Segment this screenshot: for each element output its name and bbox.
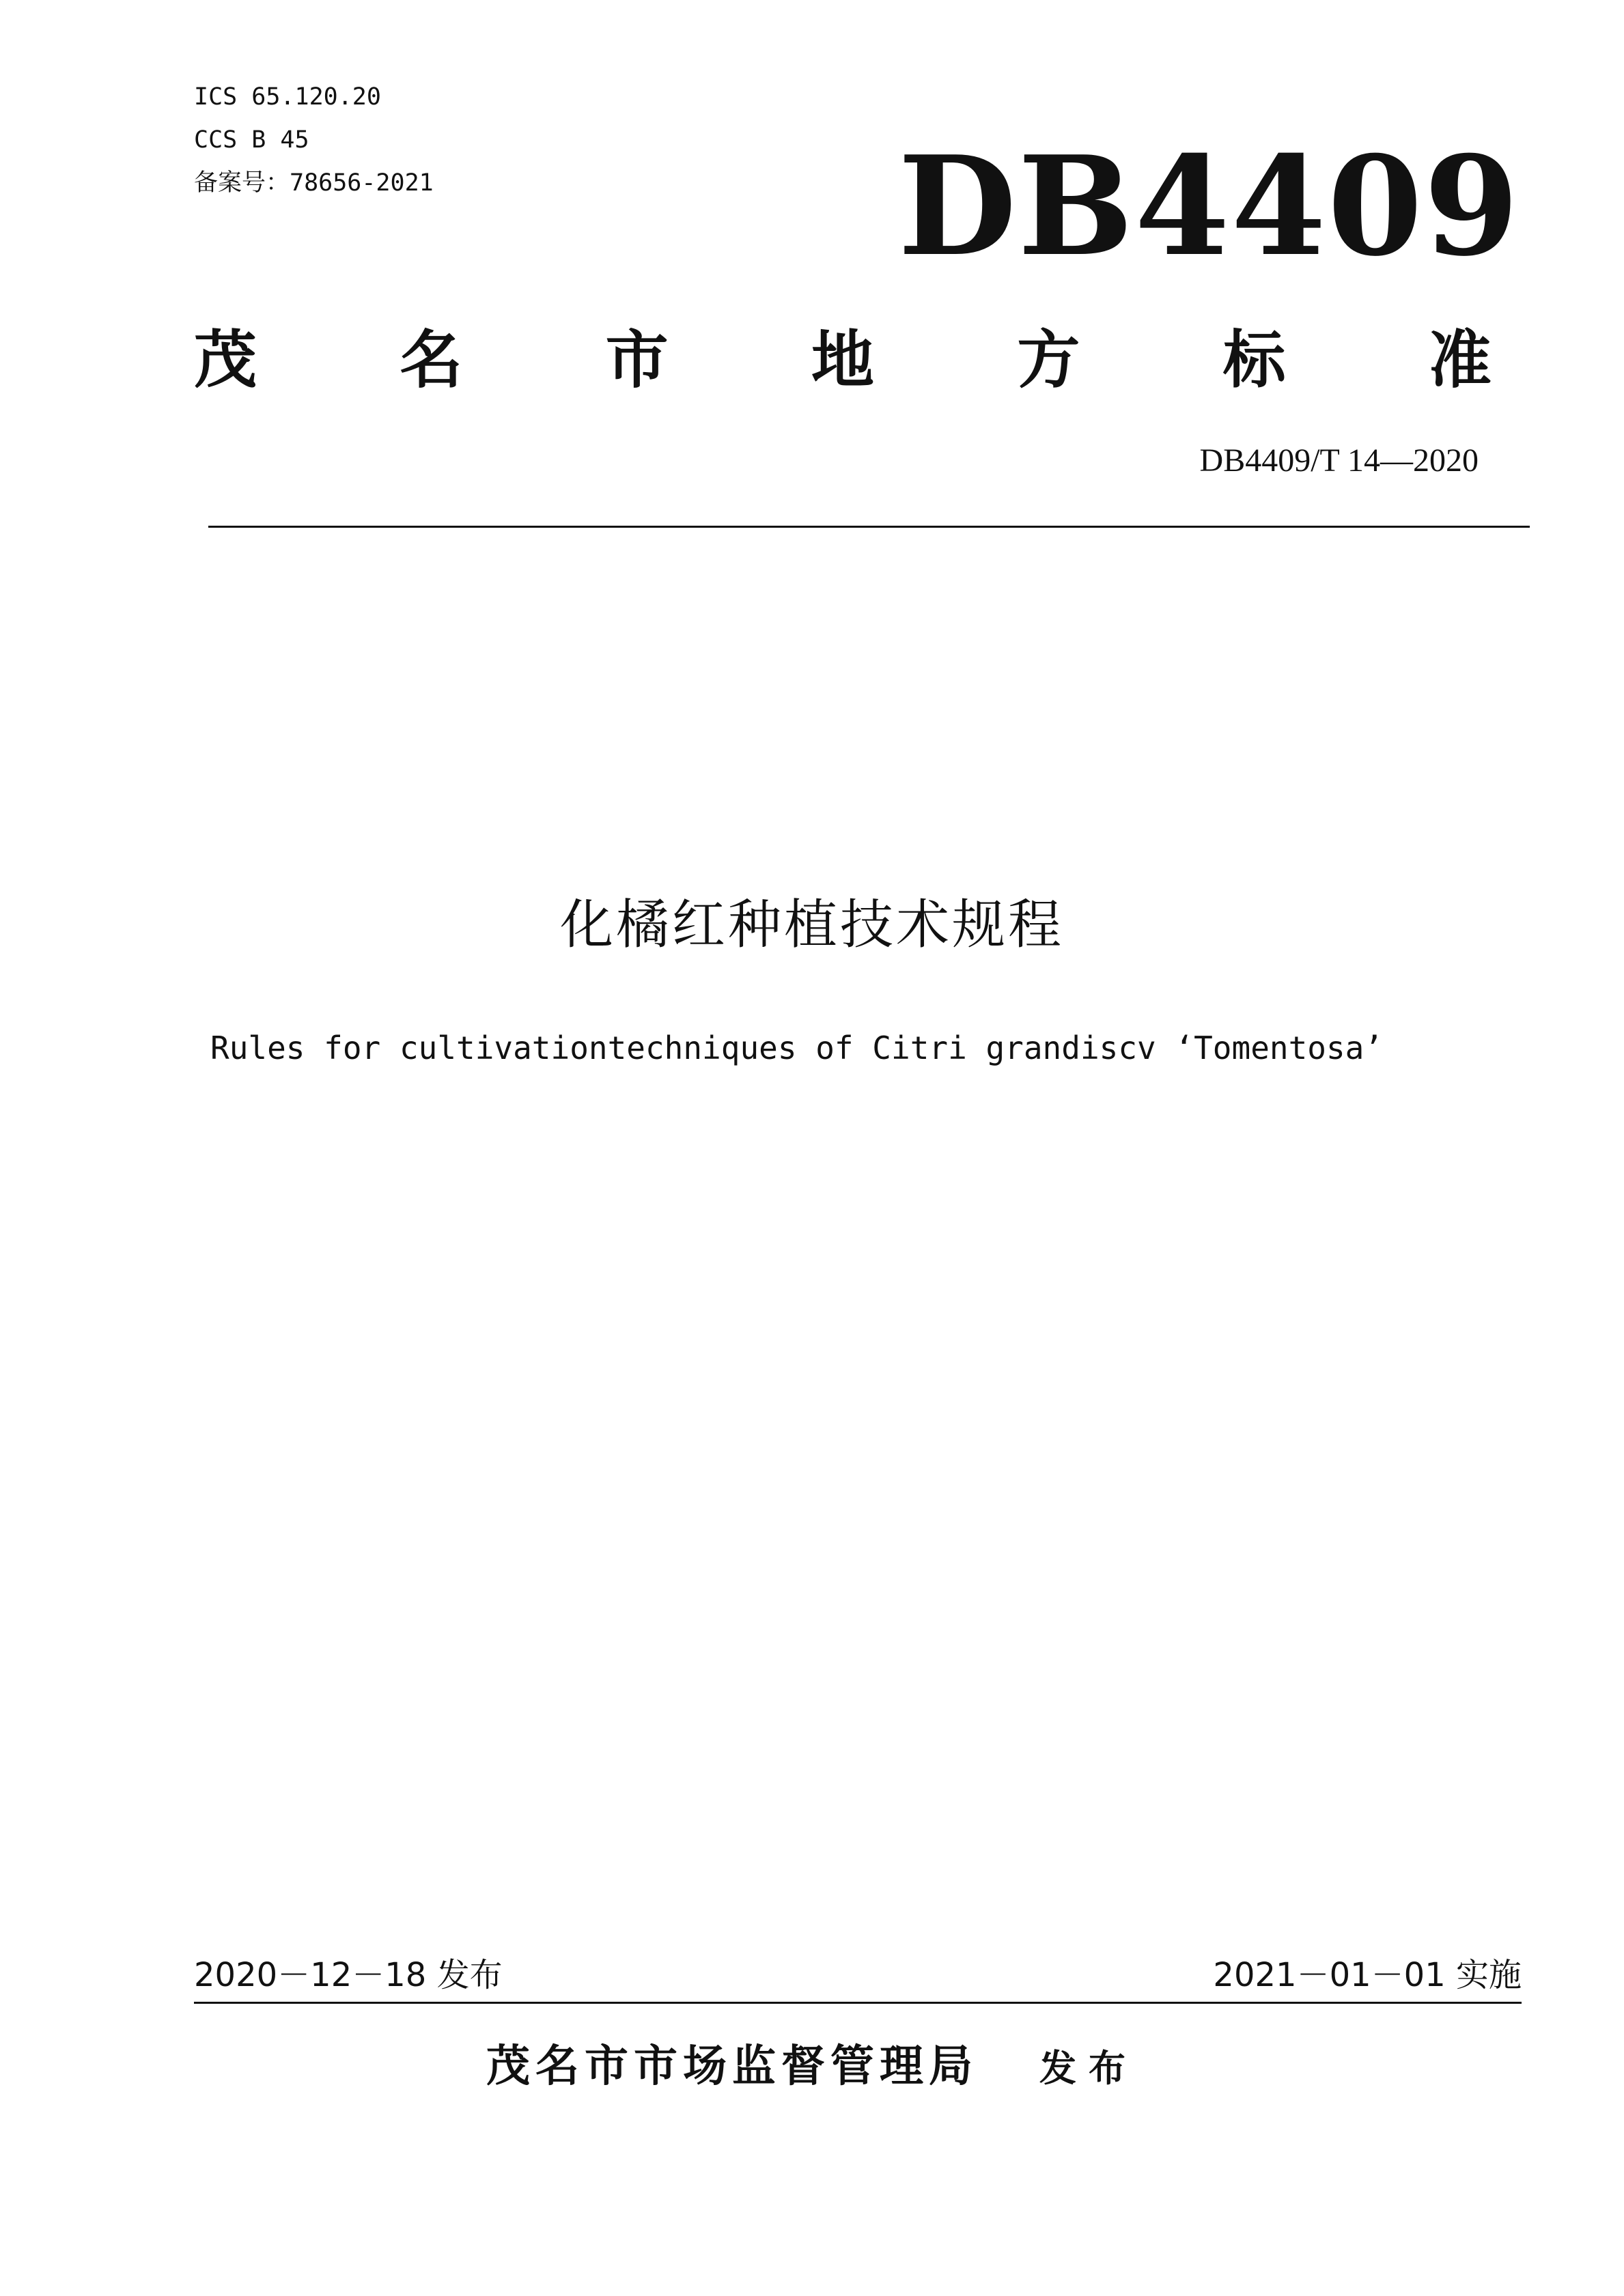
- record-number: 备案号：78656-2021: [194, 169, 434, 197]
- ics-code: ICS 65.120.20: [194, 83, 381, 111]
- standard-type-char: 茂: [194, 324, 257, 397]
- standard-number: DB4409/T 14—2020: [1199, 442, 1479, 479]
- db-code-mark: DB4409: [898, 126, 1521, 287]
- bottom-divider: [194, 2002, 1522, 2004]
- publisher: [0, 2038, 1624, 2097]
- standard-type-char: 方: [1017, 324, 1080, 397]
- standard-type-char: 准: [1428, 324, 1492, 397]
- standard-type-char: 地: [811, 324, 874, 397]
- standard-type: [194, 317, 1492, 397]
- title-chinese: 化橘红种植技术规程: [559, 894, 1064, 956]
- standard-type-char: 市: [605, 324, 669, 397]
- standard-type-char: 标: [1222, 324, 1286, 397]
- publisher-organization: 茂名市市场监督管理局: [486, 2041, 978, 2092]
- title-english: Rules for cultivationtechniques of Citri grandiscv ‘Tomentosa’: [210, 1030, 1384, 1066]
- issue-date: 2020－12－18 发布: [194, 1956, 503, 1994]
- top-divider: [208, 526, 1530, 528]
- effective-date: 2021－01－01 实施: [1213, 1956, 1522, 1994]
- ccs-code: CCS B 45: [194, 126, 309, 154]
- standard-type-char: 名: [400, 324, 463, 397]
- publisher-action: 发布: [1039, 2047, 1138, 2090]
